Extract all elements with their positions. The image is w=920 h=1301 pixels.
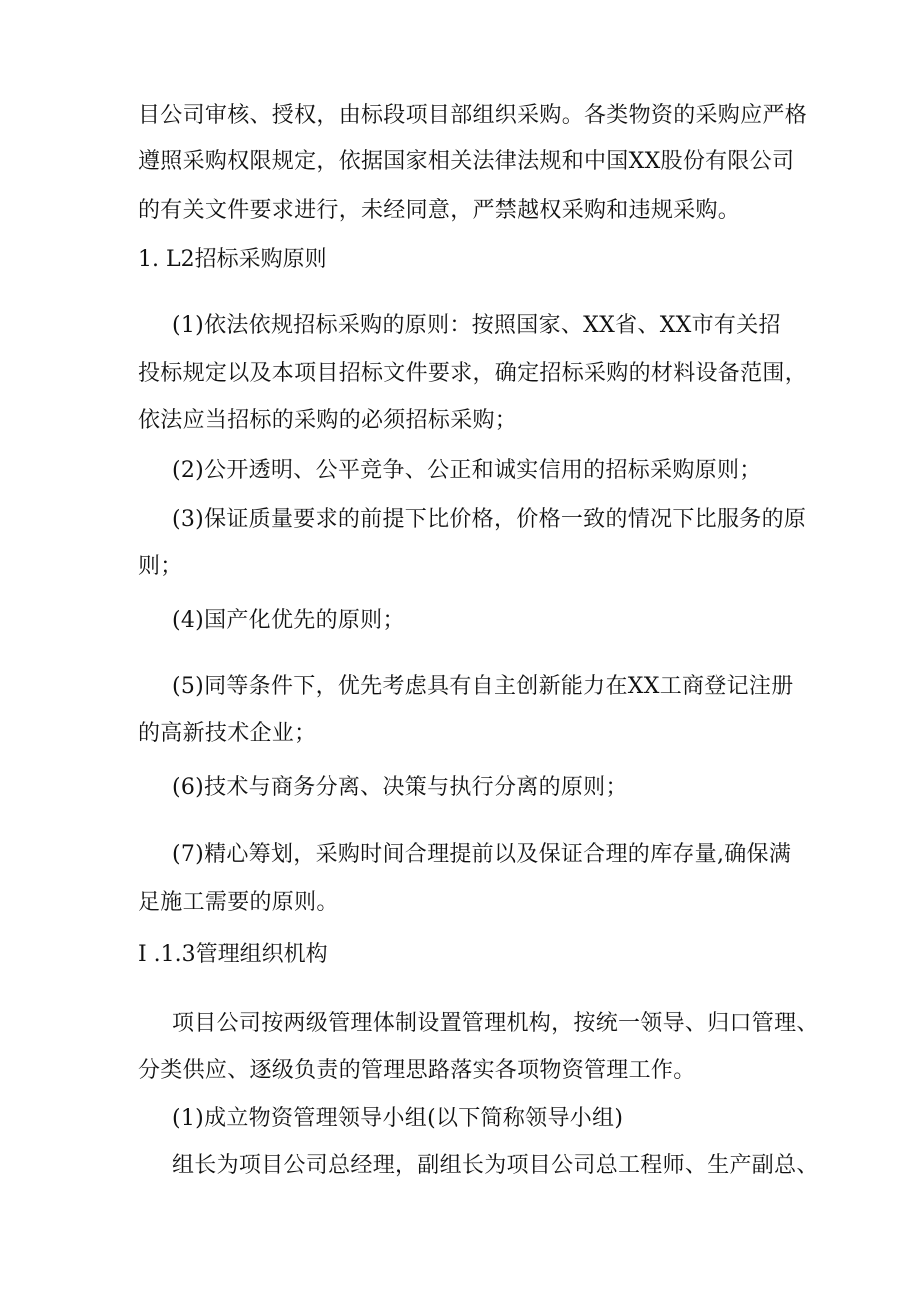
paragraph-organization-1: (1)成立物资管理领导小组(以下简称领导小组) (172, 1106, 624, 1131)
text-line: 依法应当招标的采购的必须招标采购； (138, 408, 518, 433)
paragraph-principle-2: (2)公开透明、公平竞争、公正和诚实信用的招标采购原则； (172, 458, 762, 483)
text-line: 投标规定以及本项目招标文件要求，确定招标采购的材料设备范围， (138, 361, 808, 386)
paragraph-principle-6: (6)技术与商务分离、决策与执行分离的原则； (172, 775, 628, 800)
text-line: 遵照采购权限规定，依据国家相关法律法规和中国XX股份有限公司 (138, 149, 795, 174)
text-line: (5)同等条件下，优先考虑具有自主创新能力在XX工商登记注册 (172, 674, 794, 699)
text-line: (1)依法依规招标采购的原则：按照国家、XX省、XX市有关招 (172, 313, 781, 338)
text-line: 项目公司按两级管理体制设置管理机构，按统一领导、归口管理、 (172, 1011, 819, 1036)
text-line: 足施工需要的原则。 (138, 890, 339, 915)
text-line: 的有关文件要求进行，未经同意，严禁越权采购和违规采购。 (138, 198, 741, 223)
text-line: 分类供应、逐级负责的管理思路落实各项物资管理工作。 (138, 1058, 696, 1083)
text-line: 则； (138, 554, 183, 579)
paragraph-principle-4: (4)国产化优先的原则； (172, 608, 405, 633)
text-line: 的高新技术企业； (138, 721, 317, 746)
text-line: 目公司审核、授权，由标段项目部组织采购。各类物资的采购应严格 (138, 103, 808, 128)
paragraph-leader-group: 组长为项目公司总经理，副组长为项目公司总工程师、生产副总、 (172, 1153, 819, 1178)
text-line: (3)保证质量要求的前提下比价格，价格一致的情况下比服务的原 (172, 507, 807, 532)
text-line: (7)精心筹划，采购时间合理提前以及保证合理的库存量,确保满 (172, 842, 792, 867)
section-heading-principles: 1. L2招标采购原则 (138, 247, 327, 272)
section-heading-organization: I .1.3管理组织机构 (138, 942, 328, 967)
